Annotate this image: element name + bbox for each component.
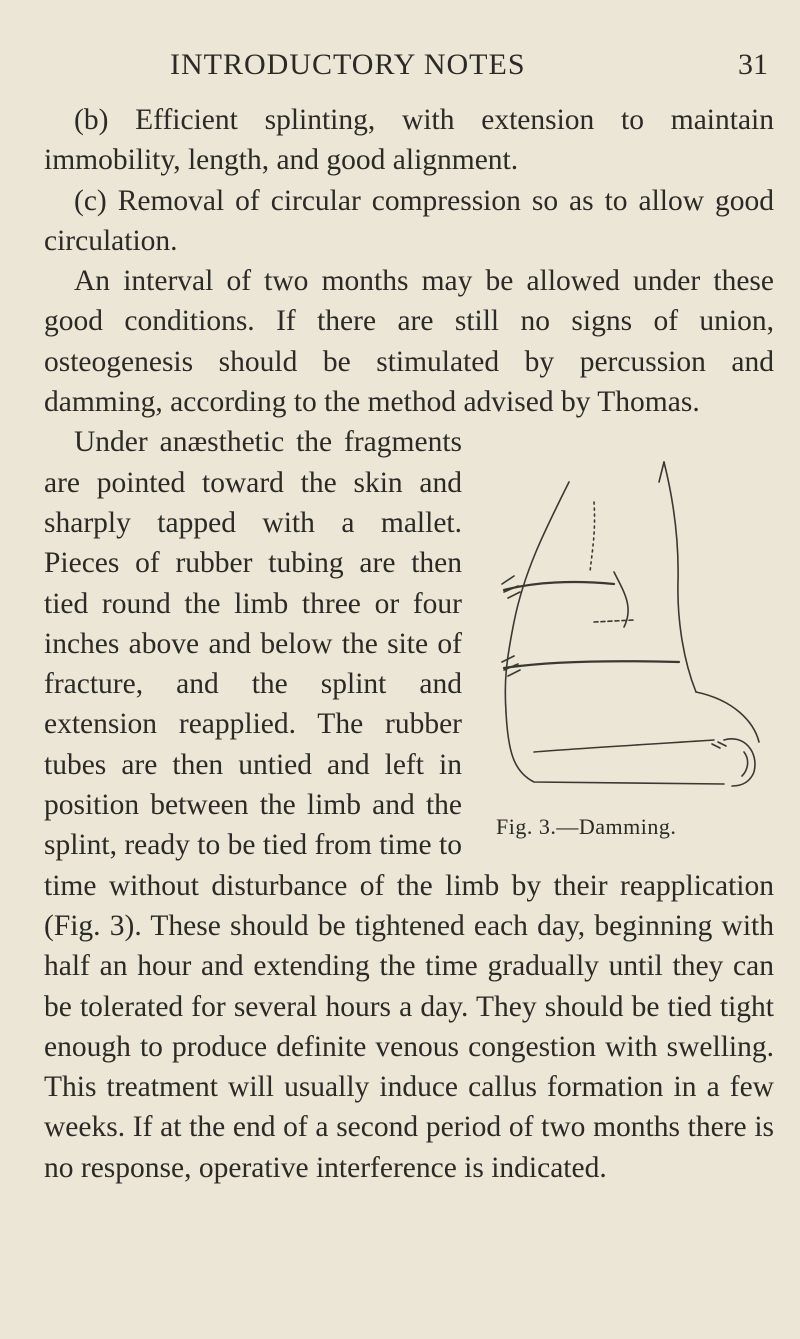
foot xyxy=(724,739,755,786)
limb-damming-illustration xyxy=(474,422,792,802)
paragraph-b: (b) Efficient splinting, with extension to maintain immobility, length, and good alignment. xyxy=(44,104,774,177)
lower-rubber-tube xyxy=(504,662,679,669)
limb-outline-left xyxy=(505,482,569,712)
paragraph-c: (c) Removal of circular compression so as to allow good circulation. xyxy=(44,184,774,257)
figure-caption: Fig. 3.—Damming. xyxy=(496,814,677,840)
paragraph-interval: An interval of two months may be allowed under these good conditions. If there are still no signs of union, osteogenesis should be stimulated by percussion and damming, according to the method advised by Thomas. xyxy=(44,265,774,419)
page-header xyxy=(0,18,800,88)
shin-lower xyxy=(506,712,724,784)
page-number: 31 xyxy=(738,48,768,81)
body-text xyxy=(44,100,774,1188)
shin-upper xyxy=(534,740,714,752)
figure-3 xyxy=(474,422,792,842)
paragraph-anaesthetic: Under anæsthetic the fragments are pointed toward the skin and sharply tapped with a mallet. Pieces of rubber tubing are then tied round the limb three or four inches above and below the site of fracture, and the splint and extension reapplied. The rubber tubes are then untied and left in position between the limb and the splint, ready to be tied from time to time without disturbance of the limb by their reapplication (Fig. 3). These should be tightened each day, beginning with half an hour and extending the time gradually until they can be tolerated for several hours a day. They should be tied tight enough to produce definite venous congestion with swelling. This treatment will usually induce callus formation in a few weeks. If at the end of a second period of two months there is no response, operative interference is indicated. xyxy=(44,426,774,1184)
running-title: INTRODUCTORY NOTES xyxy=(170,48,526,81)
limb-outline-right xyxy=(664,462,696,692)
upper-rubber-tube xyxy=(504,582,614,590)
